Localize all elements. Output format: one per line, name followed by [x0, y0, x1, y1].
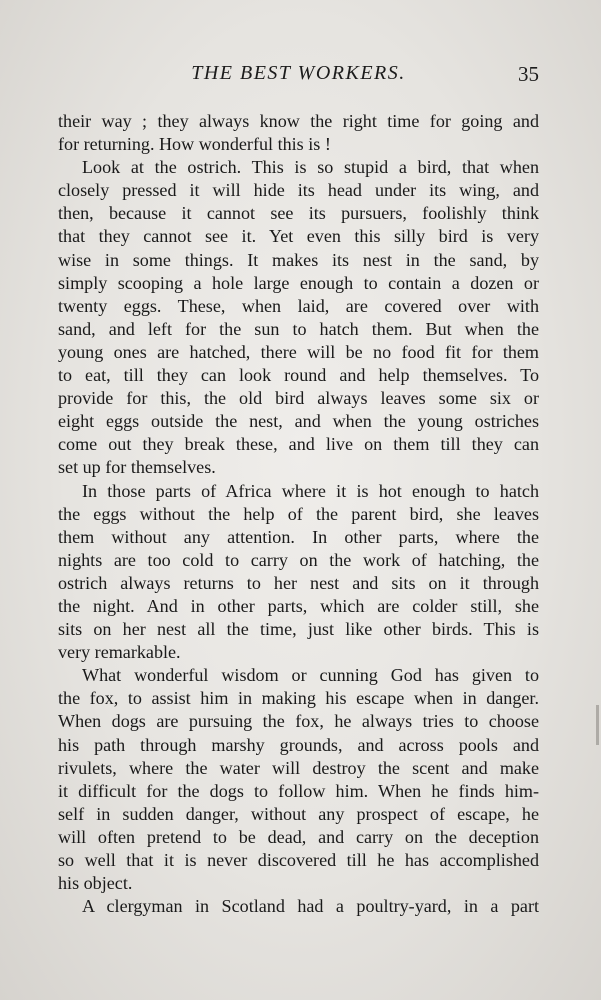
text-line: the fox, to assist him in making his escape when in danger. [58, 688, 539, 709]
paragraph [58, 895, 539, 918]
text-line: his path through marshy grounds, and across pools and [58, 734, 539, 755]
text-line: then, because it cannot see its pursuers, foolishly think [58, 203, 539, 224]
text-line: sits on her nest all the time, just like other birds. This is [58, 619, 539, 640]
page-header [58, 62, 539, 90]
text-line: twenty eggs. These, when laid, are covered over with [58, 295, 539, 316]
text-line: Look at the ostrich. This is so stupid a bird, that when [82, 157, 539, 178]
text-line: What wonderful wisdom or cunning God has given to [82, 665, 539, 686]
text-line: will often pretend to be dead, and carry on the deception [58, 826, 539, 847]
text-line: young ones are hatched, there will be no food fit for them [58, 341, 539, 362]
text-line: their way ; they always know the right time for going and [58, 111, 539, 131]
text-line: provide for this, the old bird always leaves some six or [58, 388, 539, 409]
text-line: that they cannot see it. Yet even this silly bird is very [58, 226, 539, 247]
text-line: closely pressed it will hide its head under its wing, and [58, 180, 539, 201]
text-line: nights are too cold to carry on the work of hatching, the [58, 549, 539, 570]
text-line: so well that it is never discovered till he has accomplished [58, 850, 539, 870]
paragraph [58, 664, 539, 895]
text-line: come out they break these, and live on them till they can [58, 434, 539, 455]
page-edge-shadow [596, 705, 599, 745]
text-line: self in sudden danger, without any prospect of escape, he [58, 803, 539, 824]
text-line: the night. And in other parts, which are colder still, she [58, 595, 539, 616]
text-line: rivulets, where the water will destroy the scent and make [58, 757, 539, 778]
running-head: THE BEST WORKERS. [191, 62, 406, 84]
text-line: simply scooping a hole large enough to contain a dozen or [58, 272, 539, 293]
text-line: A clergyman in Scotland had a poultry-yard, in a part [82, 896, 539, 917]
paragraph [58, 110, 539, 156]
text-line: them without any attention. In other parts, where the [58, 526, 539, 547]
text-line: set up for themselves. [58, 457, 216, 478]
text-line: When dogs are pursuing the fox, he always tries to choose [58, 711, 539, 732]
page-number: 35 [518, 62, 539, 86]
text-line: eight eggs outside the nest, and when the young ostriches [58, 411, 539, 432]
text-line: the eggs without the help of the parent bird, she leaves [58, 503, 539, 524]
text-line: wise in some things. It makes its nest in the sand, by [58, 249, 539, 270]
text-line: ostrich always returns to her nest and sits on it through [58, 572, 539, 593]
paragraph [58, 480, 539, 665]
text-line: In those parts of Africa where it is hot enough to hatch [82, 480, 539, 501]
text-line: it difficult for the dogs to follow him. When he finds him- [58, 780, 539, 801]
body-text [58, 110, 539, 918]
text-line: sand, and left for the sun to hatch them. But when the [58, 318, 539, 339]
paragraph [58, 156, 539, 479]
text-line: very remarkable. [58, 642, 181, 663]
text-line: his object. [58, 873, 133, 894]
text-line: for returning. How wonderful this is ! [58, 134, 331, 155]
text-line: to eat, till they can look round and help themselves. To [58, 365, 539, 386]
